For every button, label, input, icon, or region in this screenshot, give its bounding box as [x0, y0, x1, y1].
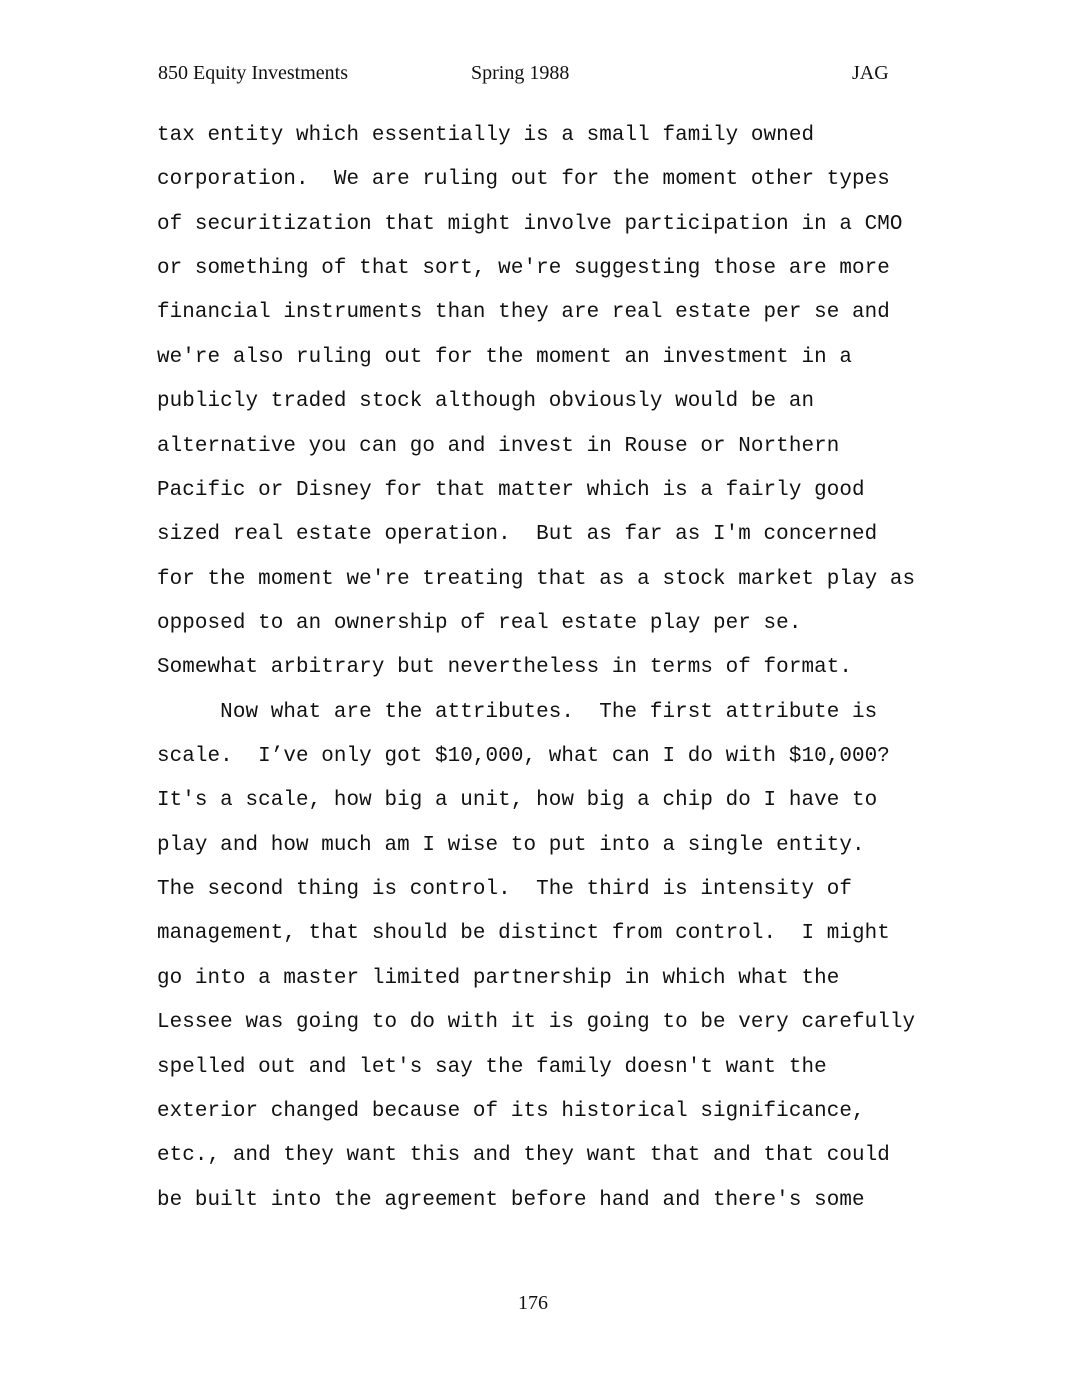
text-line: etc., and they want this and they want that and that could — [157, 1144, 890, 1168]
text-line: Now what are the attributes. The first attribute is — [157, 700, 878, 724]
text-line: alternative you can go and invest in Rouse or Northern — [157, 434, 840, 458]
text-line: management, that should be distinct from control. I might — [157, 922, 890, 946]
text-line: spelled out and let's say the family doesn't want the — [157, 1055, 827, 1079]
header-term: Spring 1988 — [471, 62, 570, 84]
text-line: or something of that sort, we're suggesting those are more — [157, 257, 890, 281]
text-line: go into a master limited partnership in which what the — [157, 966, 840, 990]
text-line: of securitization that might involve participation in a CMO — [157, 212, 903, 236]
text-line: tax entity which essentially is a small family owned — [157, 124, 815, 147]
text-line: opposed to an ownership of real estate play per se. — [157, 611, 802, 635]
transcript-body — [157, 114, 937, 1223]
text-line: scale. I’ve only got $10,000, what can I do with $10,000? — [157, 745, 890, 769]
header-course-title: 850 Equity Investments — [158, 62, 348, 84]
header-author-initials: JAG — [852, 62, 889, 84]
page-header — [0, 62, 1066, 92]
page-number: 176 — [518, 1292, 548, 1314]
text-line: we're also ruling out for the moment an investment in a — [157, 345, 853, 369]
text-line: Lessee was going to do with it is going to be very carefully — [157, 1011, 916, 1035]
text-line: sized real estate operation. But as far as I'm concerned — [157, 523, 878, 547]
text-line: for the moment we're treating that as a stock market play as — [157, 567, 916, 591]
text-line: be built into the agreement before hand and there's some — [157, 1188, 865, 1212]
text-line: It's a scale, how big a unit, how big a chip do I have to — [157, 789, 878, 813]
text-line: publicly traded stock although obviously would be an — [157, 390, 815, 414]
text-line: play and how much am I wise to put into a single entity. — [157, 833, 865, 857]
text-line: Somewhat arbitrary but nevertheless in terms of format. — [157, 656, 853, 680]
text-line: Pacific or Disney for that matter which is a fairly good — [157, 478, 865, 502]
text-line: The second thing is control. The third is intensity of — [157, 878, 853, 902]
text-line: exterior changed because of its historical significance, — [157, 1099, 865, 1123]
text-line: corporation. We are ruling out for the moment other types — [157, 168, 890, 192]
text-line: financial instruments than they are real estate per se and — [157, 301, 890, 325]
